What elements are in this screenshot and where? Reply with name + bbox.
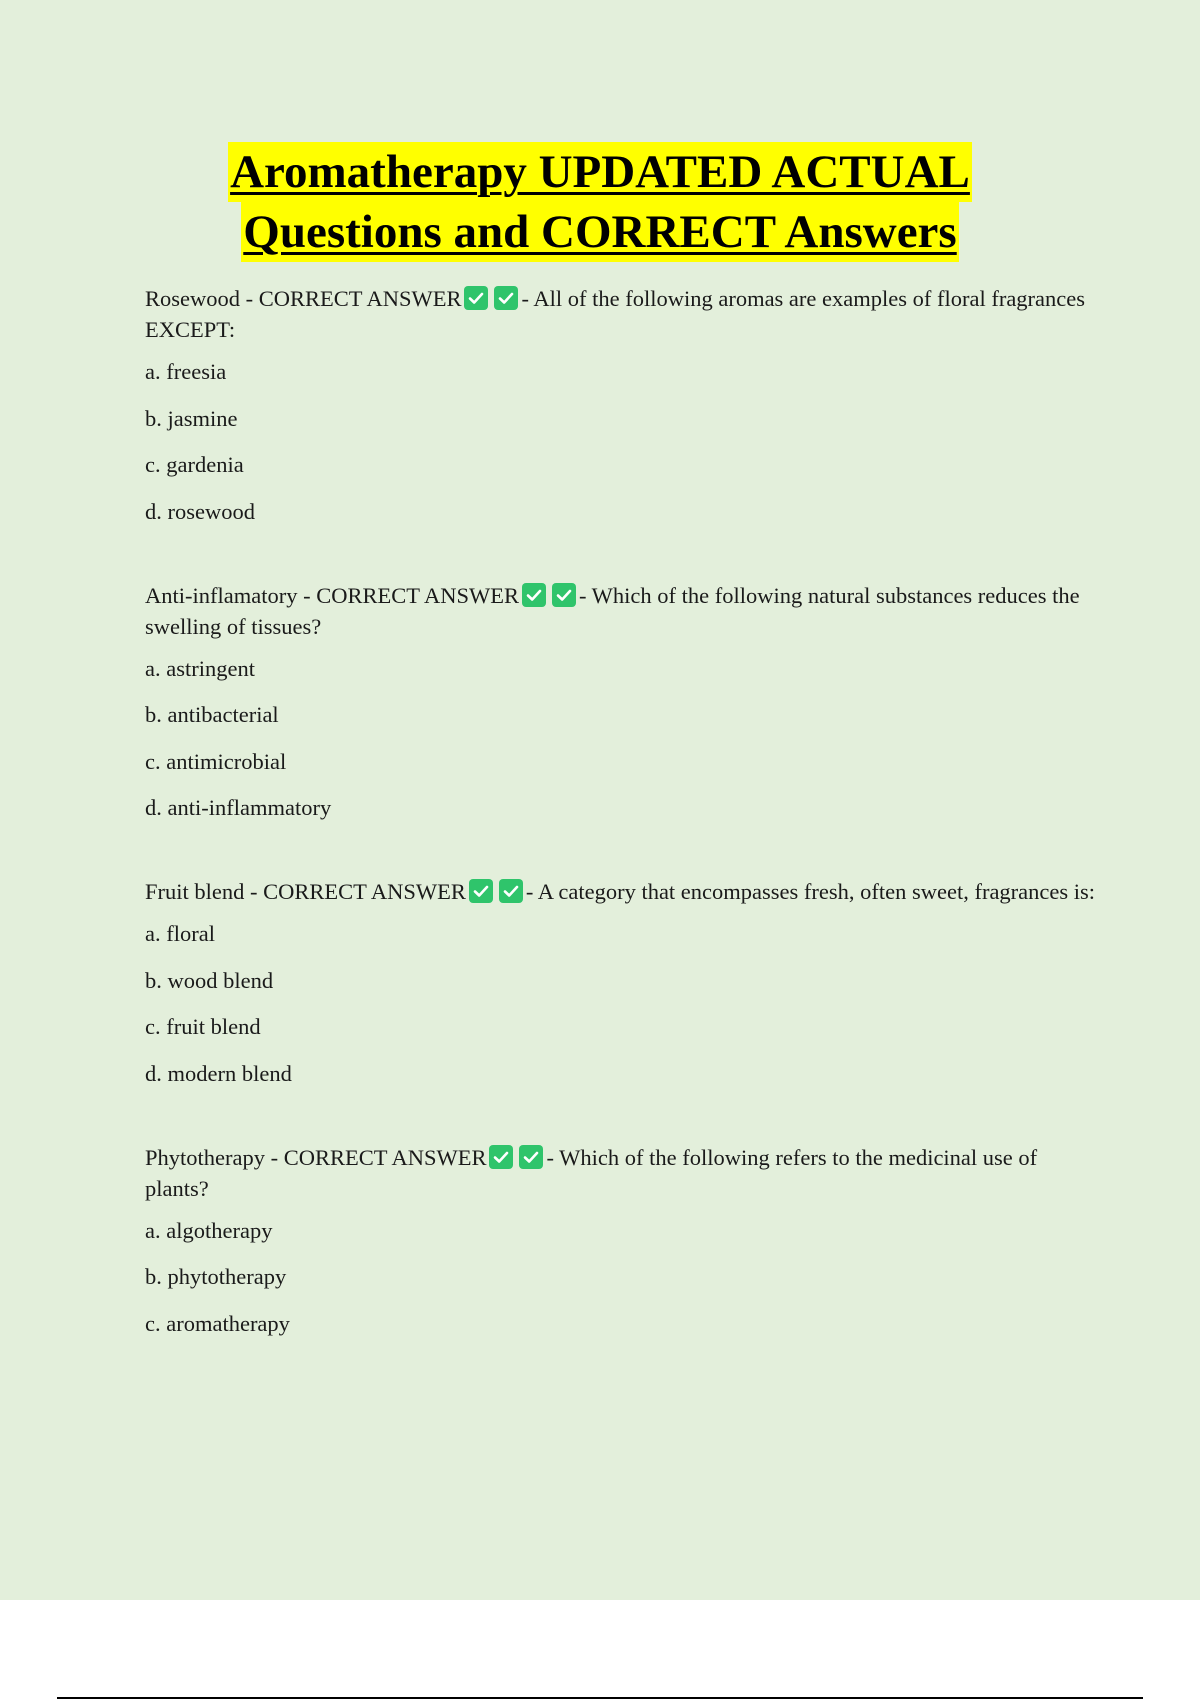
answer-option: b. wood blend xyxy=(145,967,274,993)
check-box-icon xyxy=(464,286,488,310)
answer-option: a. astringent xyxy=(145,655,255,681)
check-box-icon xyxy=(494,286,518,310)
title-line-1: Aromatherapy UPDATED ACTUAL xyxy=(228,142,972,202)
qa-list xyxy=(145,283,1105,1392)
question-text xyxy=(145,1142,1105,1204)
question-prompt: - Which of the following natural substances reduces the swelling of tissues? xyxy=(145,582,1080,639)
question-prompt: - A category that encompasses fresh, often sweet, fragrances is: xyxy=(525,879,1096,904)
footer-divider xyxy=(57,1697,1143,1699)
answer-option: d. modern blend xyxy=(145,1060,292,1086)
question-block xyxy=(145,580,1105,824)
answer-option: d. rosewood xyxy=(145,498,255,524)
check-box-icon xyxy=(489,1145,513,1169)
question-prompt: - Which of the following refers to the medicinal use of plants? xyxy=(145,1144,1038,1201)
answer-option: c. fruit blend xyxy=(145,1014,261,1039)
answer-option: d. anti-inflammatory xyxy=(145,795,332,820)
check-box-icon xyxy=(519,1145,543,1169)
check-box-icon xyxy=(469,879,493,903)
answer-option: b. jasmine xyxy=(145,405,238,431)
correct-answer: Anti-inflamatory xyxy=(145,582,298,608)
correct-answer: Fruit blend xyxy=(145,879,245,904)
answer-option: a. floral xyxy=(145,921,215,946)
check-box-icon xyxy=(499,879,523,903)
document-title xyxy=(0,142,1200,262)
answer-option: c. antimicrobial xyxy=(145,748,287,774)
correct-answer: Phytotherapy xyxy=(145,1144,265,1170)
correct-answer-label: - CORRECT ANSWER xyxy=(240,286,462,311)
question-text xyxy=(145,580,1105,642)
correct-answer-label: - CORRECT ANSWER xyxy=(264,1144,487,1170)
correct-answer-label: - CORRECT ANSWER xyxy=(297,582,519,608)
answer-option: a. freesia xyxy=(145,359,227,384)
question-text xyxy=(145,876,1105,907)
check-box-icon xyxy=(552,583,576,607)
question-block xyxy=(145,283,1105,527)
answer-option: b. antibacterial xyxy=(145,702,279,727)
answer-option: c. gardenia xyxy=(145,452,244,477)
answer-option: a. algotherapy xyxy=(145,1217,273,1243)
question-block xyxy=(145,1142,1105,1339)
question-block xyxy=(145,876,1105,1089)
answer-option: b. phytotherapy xyxy=(145,1264,287,1289)
check-box-icon xyxy=(522,583,546,607)
question-prompt: - All of the following aromas are examples of floral fragrances EXCEPT: xyxy=(145,286,1086,342)
correct-answer-label: - CORRECT ANSWER xyxy=(244,879,466,904)
question-text xyxy=(145,283,1105,345)
title-line-2: Questions and CORRECT Answers xyxy=(241,202,958,262)
correct-answer: Rosewood xyxy=(145,286,240,311)
answer-option: c. aromatherapy xyxy=(145,1310,290,1336)
